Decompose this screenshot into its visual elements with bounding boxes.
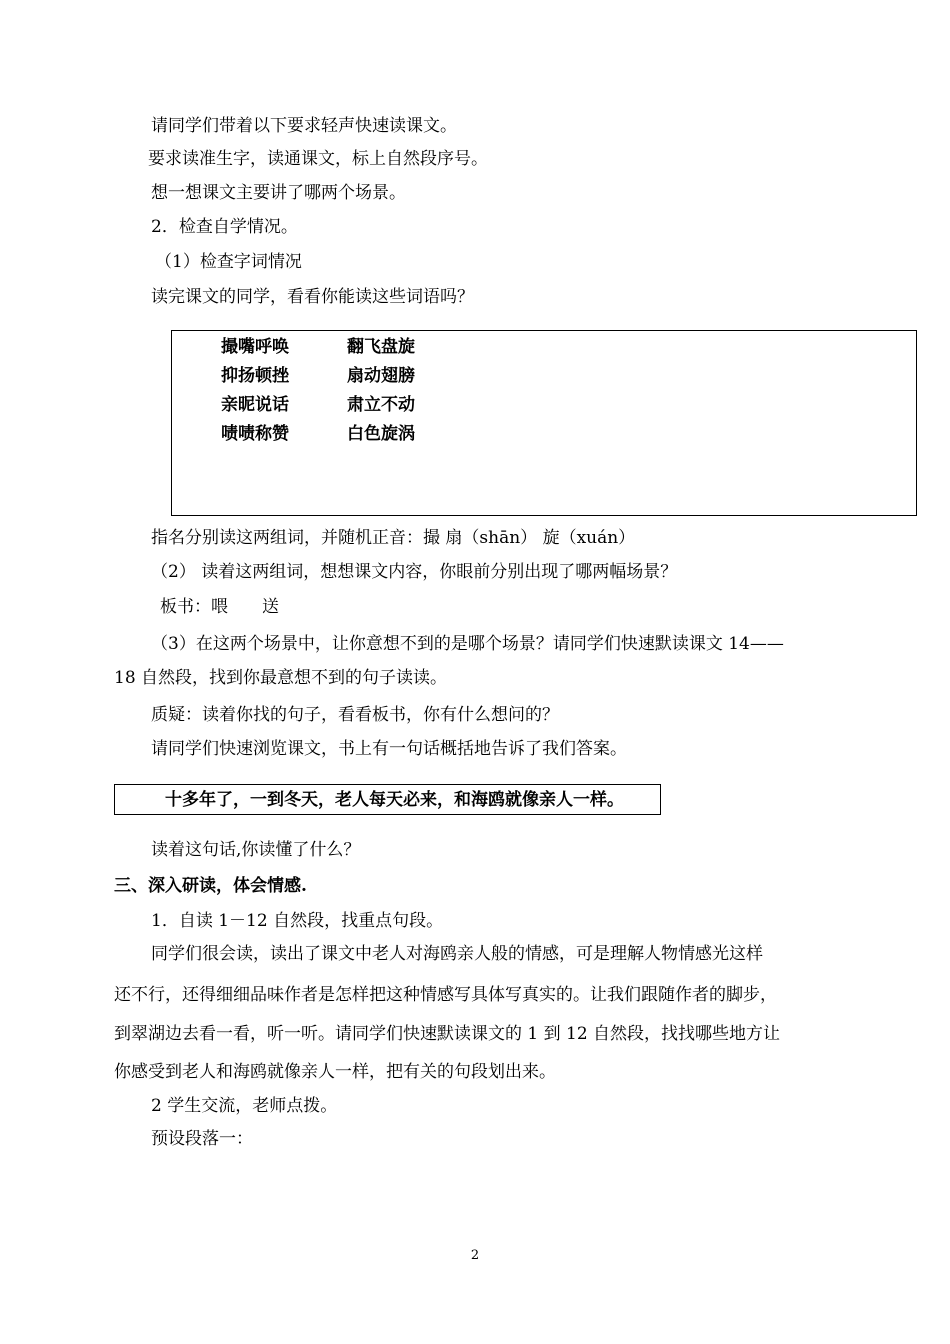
text-line: 还不行，还得细细品味作者是怎样把这种情感写具体写真实的。让我们跟随作者的脚步， xyxy=(114,985,777,1005)
text-line: 读完课文的同学，看看你能读这些词语吗？ xyxy=(151,287,474,307)
vocab-word: 亲昵说话 xyxy=(221,395,289,415)
text-line: 18 自然段，找到你最意想不到的句子读读。 xyxy=(114,668,448,688)
vocab-word: 白色旋涡 xyxy=(347,424,415,444)
key-sentence-box xyxy=(114,784,661,815)
text-line: （2） 读着这两组词，想想课文内容，你眼前分别出现了哪两幅场景？ xyxy=(151,562,678,582)
vocab-word: 撮嘴呼唤 xyxy=(221,337,289,357)
key-sentence: 十多年了，一到冬天，老人每天必来，和海鸥就像亲人一样。 xyxy=(165,790,624,810)
text-line: 2．检查自学情况。 xyxy=(151,217,298,237)
vocab-word: 啧啧称赞 xyxy=(221,424,289,444)
text-line: （3）在这两个场景中，让你意想不到的是哪个场景？请同学们快速默读课文 14—— xyxy=(151,634,784,654)
text-line: 指名分别读这两组词，并随机正音：撮 扇（shān） 旋（xuán） xyxy=(151,528,636,548)
text-line: 你感受到老人和海鸥就像亲人一样，把有关的句段划出来。 xyxy=(114,1062,556,1082)
text-line: 请同学们带着以下要求轻声快速读课文。 xyxy=(151,116,457,136)
text-line: 要求读准生字，读通课文，标上自然段序号。 xyxy=(148,149,488,169)
text-line: 预设段落一： xyxy=(151,1129,253,1149)
vocabulary-box xyxy=(171,330,917,516)
text-line: 到翠湖边去看一看，听一听。请同学们快速默读课文的 1 到 12 自然段，找找哪些地方让 xyxy=(114,1024,781,1044)
text-line: 读着这句话,你读懂了什么？ xyxy=(151,840,361,860)
vocab-word: 翻飞盘旋 xyxy=(347,337,415,357)
vocab-word: 扇动翅膀 xyxy=(347,366,415,386)
section-heading: 三、深入研读，体会情感. xyxy=(114,876,307,896)
text-line: 质疑：读着你找的句子，看看板书，你有什么想问的？ xyxy=(151,705,559,725)
text-line: 2 学生交流，老师点拨。 xyxy=(151,1096,338,1116)
text-line: 请同学们快速浏览课文，书上有一句话概括地告诉了我们答案。 xyxy=(151,739,627,759)
text-line: 板书：喂 送 xyxy=(160,597,279,617)
text-line: 想一想课文主要讲了哪两个场景。 xyxy=(151,183,406,203)
vocab-word: 抑扬顿挫 xyxy=(221,366,289,386)
page-number: 2 xyxy=(470,1248,480,1263)
text-line: （1）检查字词情况 xyxy=(155,252,302,272)
text-line: 同学们很会读，读出了课文中老人对海鸥亲人般的情感，可是理解人物情感光这样 xyxy=(151,944,763,964)
text-line: 1．自读 1－12 自然段，找重点句段。 xyxy=(151,911,444,931)
vocab-word: 肃立不动 xyxy=(347,395,415,415)
